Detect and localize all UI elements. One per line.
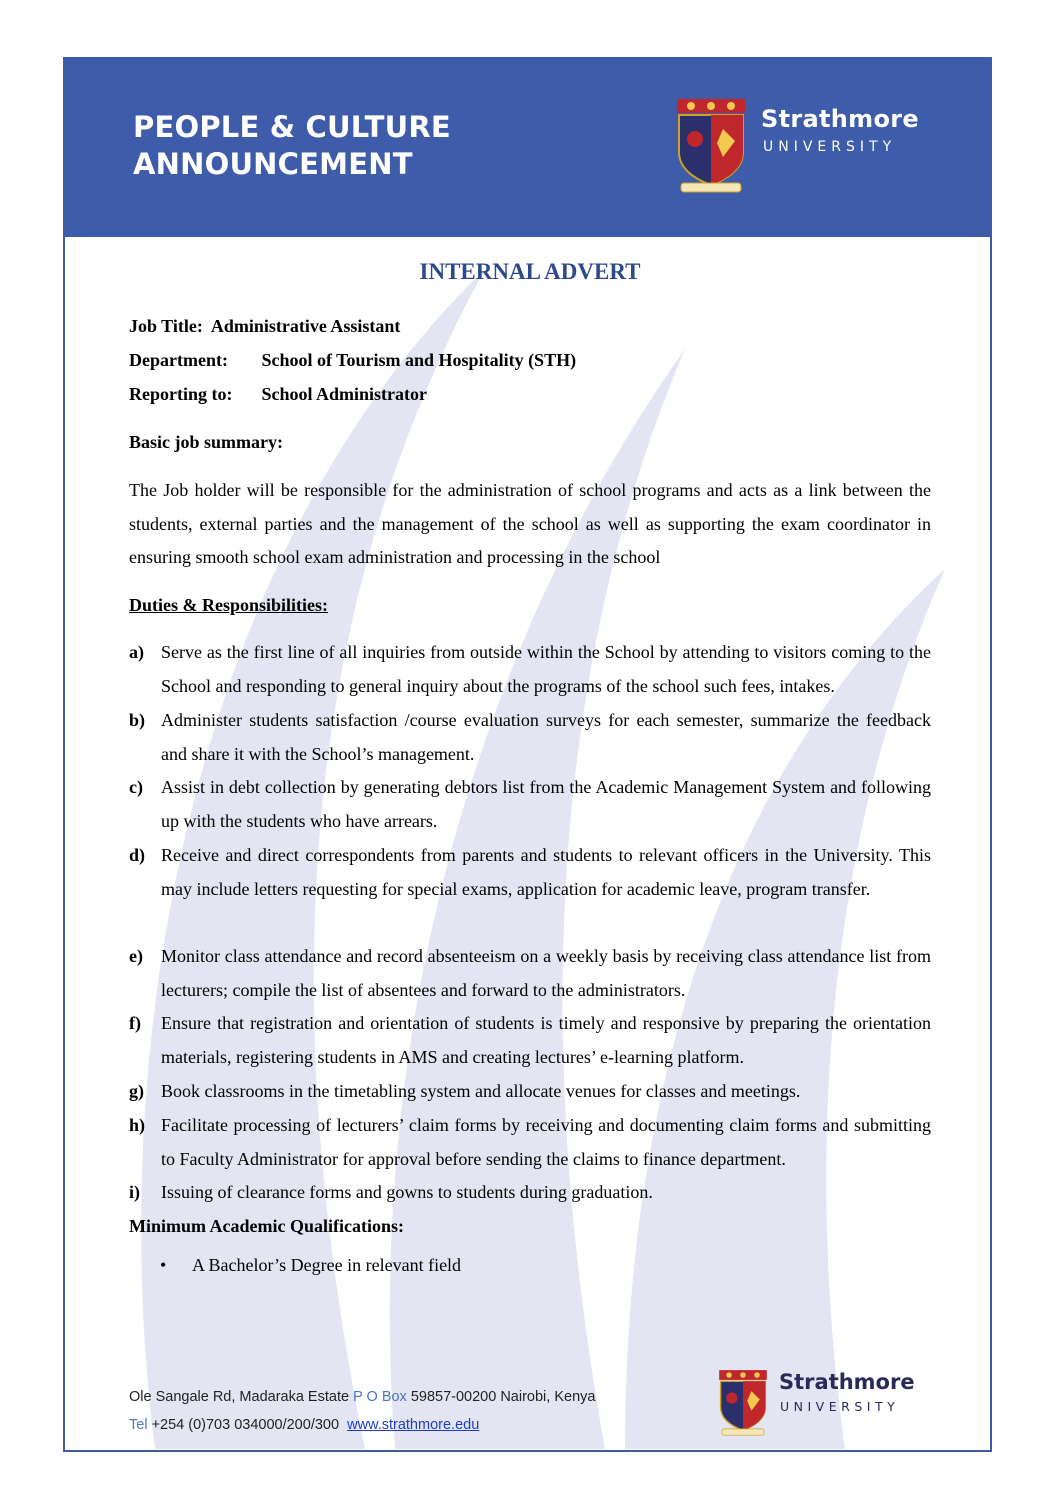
- qualifications-heading: Minimum Academic Qualifications:: [129, 1216, 404, 1236]
- duty-item: [129, 839, 931, 906]
- job-title-value: Administrative Assistant: [210, 316, 401, 336]
- summary-heading: Basic job summary:: [129, 432, 283, 452]
- duty-item: [129, 636, 931, 703]
- qualification-text: A Bachelor’s Degree in relevant field: [192, 1255, 462, 1275]
- duty-text: Administer students satisfaction /course evaluation surveys for each semester, summarize the feedback and share it with the School’s management.: [161, 710, 931, 764]
- advert-title: INTERNAL ADVERT: [419, 259, 641, 284]
- duty-letter: c): [129, 777, 143, 797]
- bullet-icon: •: [160, 1255, 167, 1275]
- qualification-item: [160, 1255, 461, 1276]
- duty-item: [129, 771, 931, 838]
- duty-item: [129, 1075, 931, 1109]
- duty-text: Monitor class attendance and record absenteeism on a weekly basis by receiving class attendance list from lecturers; compile the list of absentees and forward to the administrators.: [161, 946, 931, 1000]
- duty-letter: d): [129, 845, 146, 865]
- document-page: [63, 57, 992, 1452]
- department-row: [129, 350, 576, 371]
- reporting-row: [129, 384, 427, 405]
- footer-address: [129, 1389, 595, 1405]
- duty-text: Ensure that registration and orientation of students is timely and responsive by preparing the orientation materials, registering students in AMS and creating lectures’ e-learning platform.: [161, 1013, 931, 1067]
- summary-text: The Job holder will be responsible for the administration of school programs and acts as a link between the students, external parties and the management of the school as well as supporting the exam coordinator in ensuring smooth school exam administration and processing in the school: [129, 480, 931, 567]
- reporting-label: Reporting to:: [129, 384, 233, 404]
- duty-letter: f): [129, 1013, 141, 1033]
- footer-logo-subtitle: UNIVERSITY: [780, 1399, 900, 1414]
- duty-letter: h): [129, 1115, 146, 1135]
- tel-value: +254 (0)703 034000/200/300: [147, 1417, 348, 1433]
- po-box-label: P O Box: [353, 1389, 407, 1405]
- duty-letter: a): [129, 642, 144, 662]
- duty-item: [129, 1007, 931, 1074]
- logo-name: Strathmore: [761, 105, 919, 133]
- duty-item: [129, 1109, 931, 1176]
- job-title-row: [129, 316, 400, 337]
- crest-icon: [671, 97, 751, 195]
- duty-text: Receive and direct correspondents from parents and students to relevant officers in the University. This may include letters requesting for special exams, application for academic leave, program transfer.: [161, 845, 931, 899]
- banner-title-line1: PEOPLE & CULTURE: [133, 110, 451, 144]
- footer-logo: [715, 1362, 945, 1447]
- duty-letter: b): [129, 710, 146, 730]
- duty-item: [129, 704, 931, 771]
- job-title-label: Job Title:: [129, 316, 203, 336]
- reporting-value: School Administrator: [261, 384, 428, 404]
- duty-text: Issuing of clearance forms and gowns to students during graduation.: [161, 1182, 653, 1202]
- duty-item: [129, 940, 931, 1007]
- duty-letter: i): [129, 1182, 140, 1202]
- duty-item: [129, 1176, 931, 1210]
- duty-letter: e): [129, 946, 143, 966]
- duty-letter: g): [129, 1081, 144, 1101]
- address-text: Ole Sangale Rd, Madaraka Estate: [129, 1389, 354, 1405]
- university-logo: [671, 97, 941, 197]
- crest-icon: [715, 1362, 771, 1444]
- logo-subtitle: UNIVERSITY: [763, 139, 897, 155]
- duty-text: Book classrooms in the timetabling system and allocate venues for classes and meetings.: [161, 1081, 801, 1101]
- tel-label: Tel: [129, 1417, 148, 1433]
- department-label: Department:: [129, 350, 228, 370]
- banner-title-line2: ANNOUNCEMENT: [133, 147, 413, 181]
- header-banner: [65, 59, 990, 237]
- duty-text: Serve as the first line of all inquiries from outside within the School by attending to visitors coming to the School and responding to general inquiry about the programs of the school such fees, intakes.: [161, 642, 931, 696]
- duty-text: Assist in debt collection by generating debtors list from the Academic Management System and following up with the students who have arrears.: [161, 777, 931, 831]
- website-link[interactable]: www.strathmore.edu: [347, 1417, 480, 1433]
- department-value: School of Tourism and Hospitality (STH): [261, 350, 577, 370]
- banner-title: [133, 109, 451, 183]
- footer-contact: [129, 1417, 479, 1433]
- footer-logo-name: Strathmore: [779, 1370, 915, 1394]
- address-text-2: 59857-00200 Nairobi, Kenya: [406, 1389, 596, 1405]
- duty-text: Facilitate processing of lecturers’ claim forms by receiving and documenting claim forms and submitting to Faculty Administrator for approval before sending the claims to finance department.: [161, 1115, 931, 1169]
- duties-heading: Duties & Responsibilities:: [129, 595, 329, 615]
